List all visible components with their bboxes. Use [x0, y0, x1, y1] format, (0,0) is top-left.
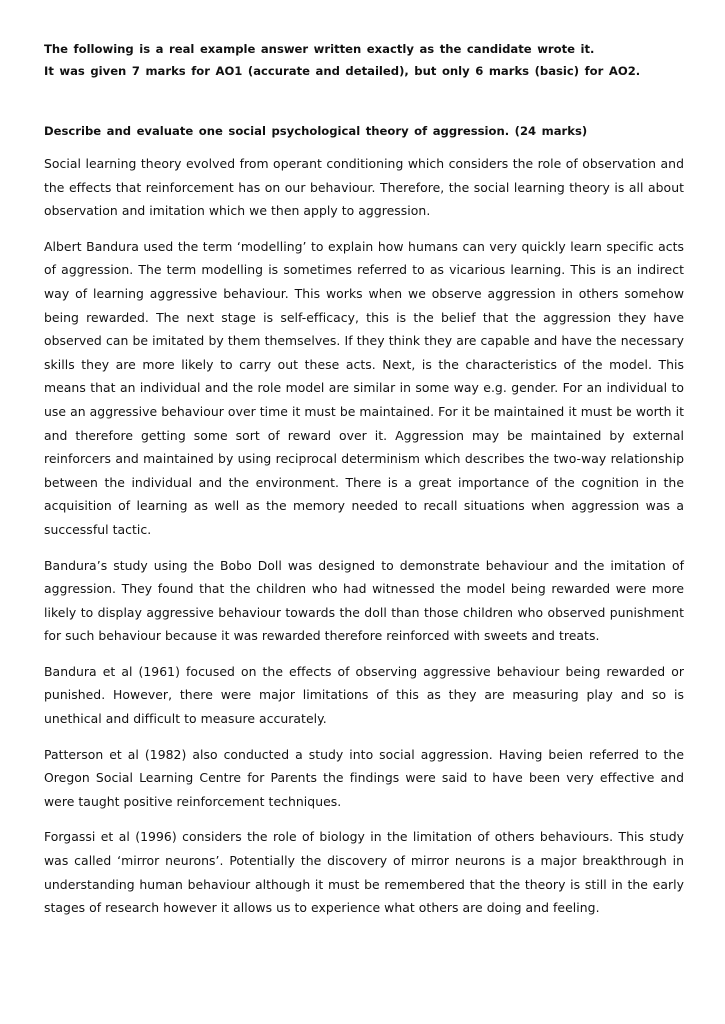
document-page — [44, 38, 684, 932]
question-heading: Describe and evaluate one social psychological theory of aggression. (24 marks) — [44, 124, 588, 138]
answer-paragraph-4: Bandura et al (1961) focused on the effects of observing aggressive behaviour being rewarded or punished. However, there were major limitations of this as they are measuring play and so is unethical and difficult to measure accurately. — [44, 663, 684, 727]
answer-paragraph-2: Albert Bandura used the term ‘modelling’ to explain how humans can very quickly learn specific acts of aggression. The term modelling is sometimes referred to as vicarious learning. This is an indirect way of learning aggressive behaviour. This works when we observe aggression in others somehow being rewarded. The next stage is self-efficacy, this is the belief that the aggression they have observed can be imitated by them themselves. If they think they are capable and have the necessary skills they are more likely to carry out these acts. Next, is the characteristics of the model. This means that an individual and the role model are similar in some way e.g. gender. For an individual to use an aggressive behaviour over time it must be maintained. For it be maintained it must be worth it and therefore getting some sort of reward over it. Aggression may be maintained by external reinforcers and maintained by using reciprocal determinism which describes the two-way relationship between the individual and the environment. There is a great importance of the cognition in the acquisition of learning as well as the memory needed to recall situations when aggression was a successful tactic. — [44, 238, 684, 537]
answer-paragraph-5: Patterson et al (1982) also conducted a study into social aggression. Having beien referred to the Oregon Social Learning Centre for Parents the findings were said to have been very effective and were taught positive reinforcement techniques. — [44, 746, 684, 809]
intro-line-2: It was given 7 marks for AO1 (accurate and detailed), but only 6 marks (basic) for AO2. — [44, 64, 641, 78]
intro-line-1: The following is a real example answer written exactly as the candidate wrote it. — [44, 42, 595, 56]
answer-paragraph-3: Bandura’s study using the Bobo Doll was designed to demonstrate behaviour and the imitation of aggression. They found that the children who had witnessed the model being rewarded were more likely to display aggressive behaviour towards the doll than those children who observed punishment for such behaviour because it was rewarded therefore reinforced with sweets and treats. — [44, 557, 684, 644]
answer-paragraph-6: Forgassi et al (1996) considers the role of biology in the limitation of others behaviours. This study was called ‘mirror neurons’. Potentially the discovery of mirror neurons is a major breakthrough in understanding human behaviour although it must be remembered that the theory is still in the early stages of research however it allows us to experience what others are doing and feeling. — [44, 829, 684, 916]
answer-paragraph-1: Social learning theory evolved from operant conditioning which considers the role of observation and the effects that reinforcement has on our behaviour. Therefore, the social learning theory is all about observation and imitation which we then apply to aggression. — [44, 156, 684, 219]
